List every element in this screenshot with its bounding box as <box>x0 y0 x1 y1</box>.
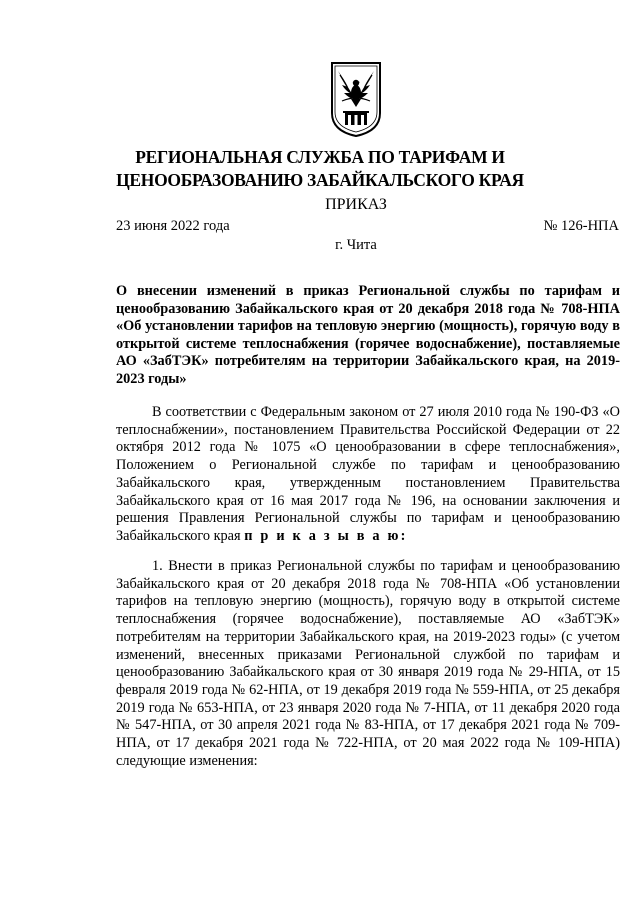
zabaikalsky-krai-coat-of-arms-icon <box>330 61 382 137</box>
preamble-text: В соответствии с Федеральным законом от 27 июля 2010 года № 190-ФЗ «О теплоснабжении», постановлением Правительства Российской Федерации от 22 октября 2012 года № 1075 «О ценообразовании в сфере теплоснабжения», Положением о Региональной службе по тарифам и ценообразованию Забайкальского края, утвержденным постановлением Правительства Забайкальского края от 16 мая 2017 года № 196, на основании заключения и решения Правления Региональной службы по тарифам и ценообразованию Забайкальского края <box>116 404 620 544</box>
document-type: ПРИКАЗ <box>325 196 387 213</box>
order-item-1: 1. Внести в приказ Региональной службы по тарифам и ценообразованию Забайкальского края от 20 декабря 2018 года № 708-НПА «Об установлении тарифов на тепловую энергию (мощность), горячую воду в открытой системе теплоснабжения (горячее водоснабжение), поставляемые АО «ЗабТЭК» потребителям на территории Забайкальского края, на 2019-2023 годы» (с учетом изменений, внесенных приказами Региональной службой по тарифам и ценообразованию Забайкальского края от 30 января 2019 года № 29-НПА, от 15 февраля 2019 года № 62-НПА, от 19 декабря 2019 года № 559-НПА, от 25 декабря 2019 года № 653-НПА, от 23 января 2020 года № 7-НПА, от 11 декабря 2020 года № 547-НПА, от 30 апреля 2021 года № 83-НПА, от 17 декабря 2021 года № 709-НПА, от 17 декабря 2021 года № 722-НПА, от 20 мая 2022 года № 109-НПА) следующие изменения: <box>116 558 620 769</box>
document-date: 23 июня 2022 года <box>116 218 230 234</box>
document-number: № 126-НПА <box>543 218 619 234</box>
document-city: г. Чита <box>335 237 377 253</box>
decree-word: п р и к а з ы в а ю: <box>244 527 408 544</box>
organization-title-line-2: ЦЕНООБРАЗОВАНИЮ ЗАБАЙКАЛЬСКОГО КРАЯ <box>116 170 524 190</box>
organization-title-line-1: РЕГИОНАЛЬНАЯ СЛУЖБА ПО ТАРИФАМ И <box>135 147 505 167</box>
preamble-paragraph <box>116 404 620 546</box>
organization-title <box>100 146 540 192</box>
document-subject: О внесении изменений в приказ Региональной службы по тарифам и ценообразованию Забайкальского края от 20 декабря 2018 года № 708-НПА «Об установлении тарифов на тепловую энергию (мощность), горячую воду в открытой системе теплоснабжения (горячее водоснабжение), поставляемые АО «ЗабТЭК» потребителям на территории Забайкальского края, на 2019-2023 годы» <box>116 283 620 387</box>
